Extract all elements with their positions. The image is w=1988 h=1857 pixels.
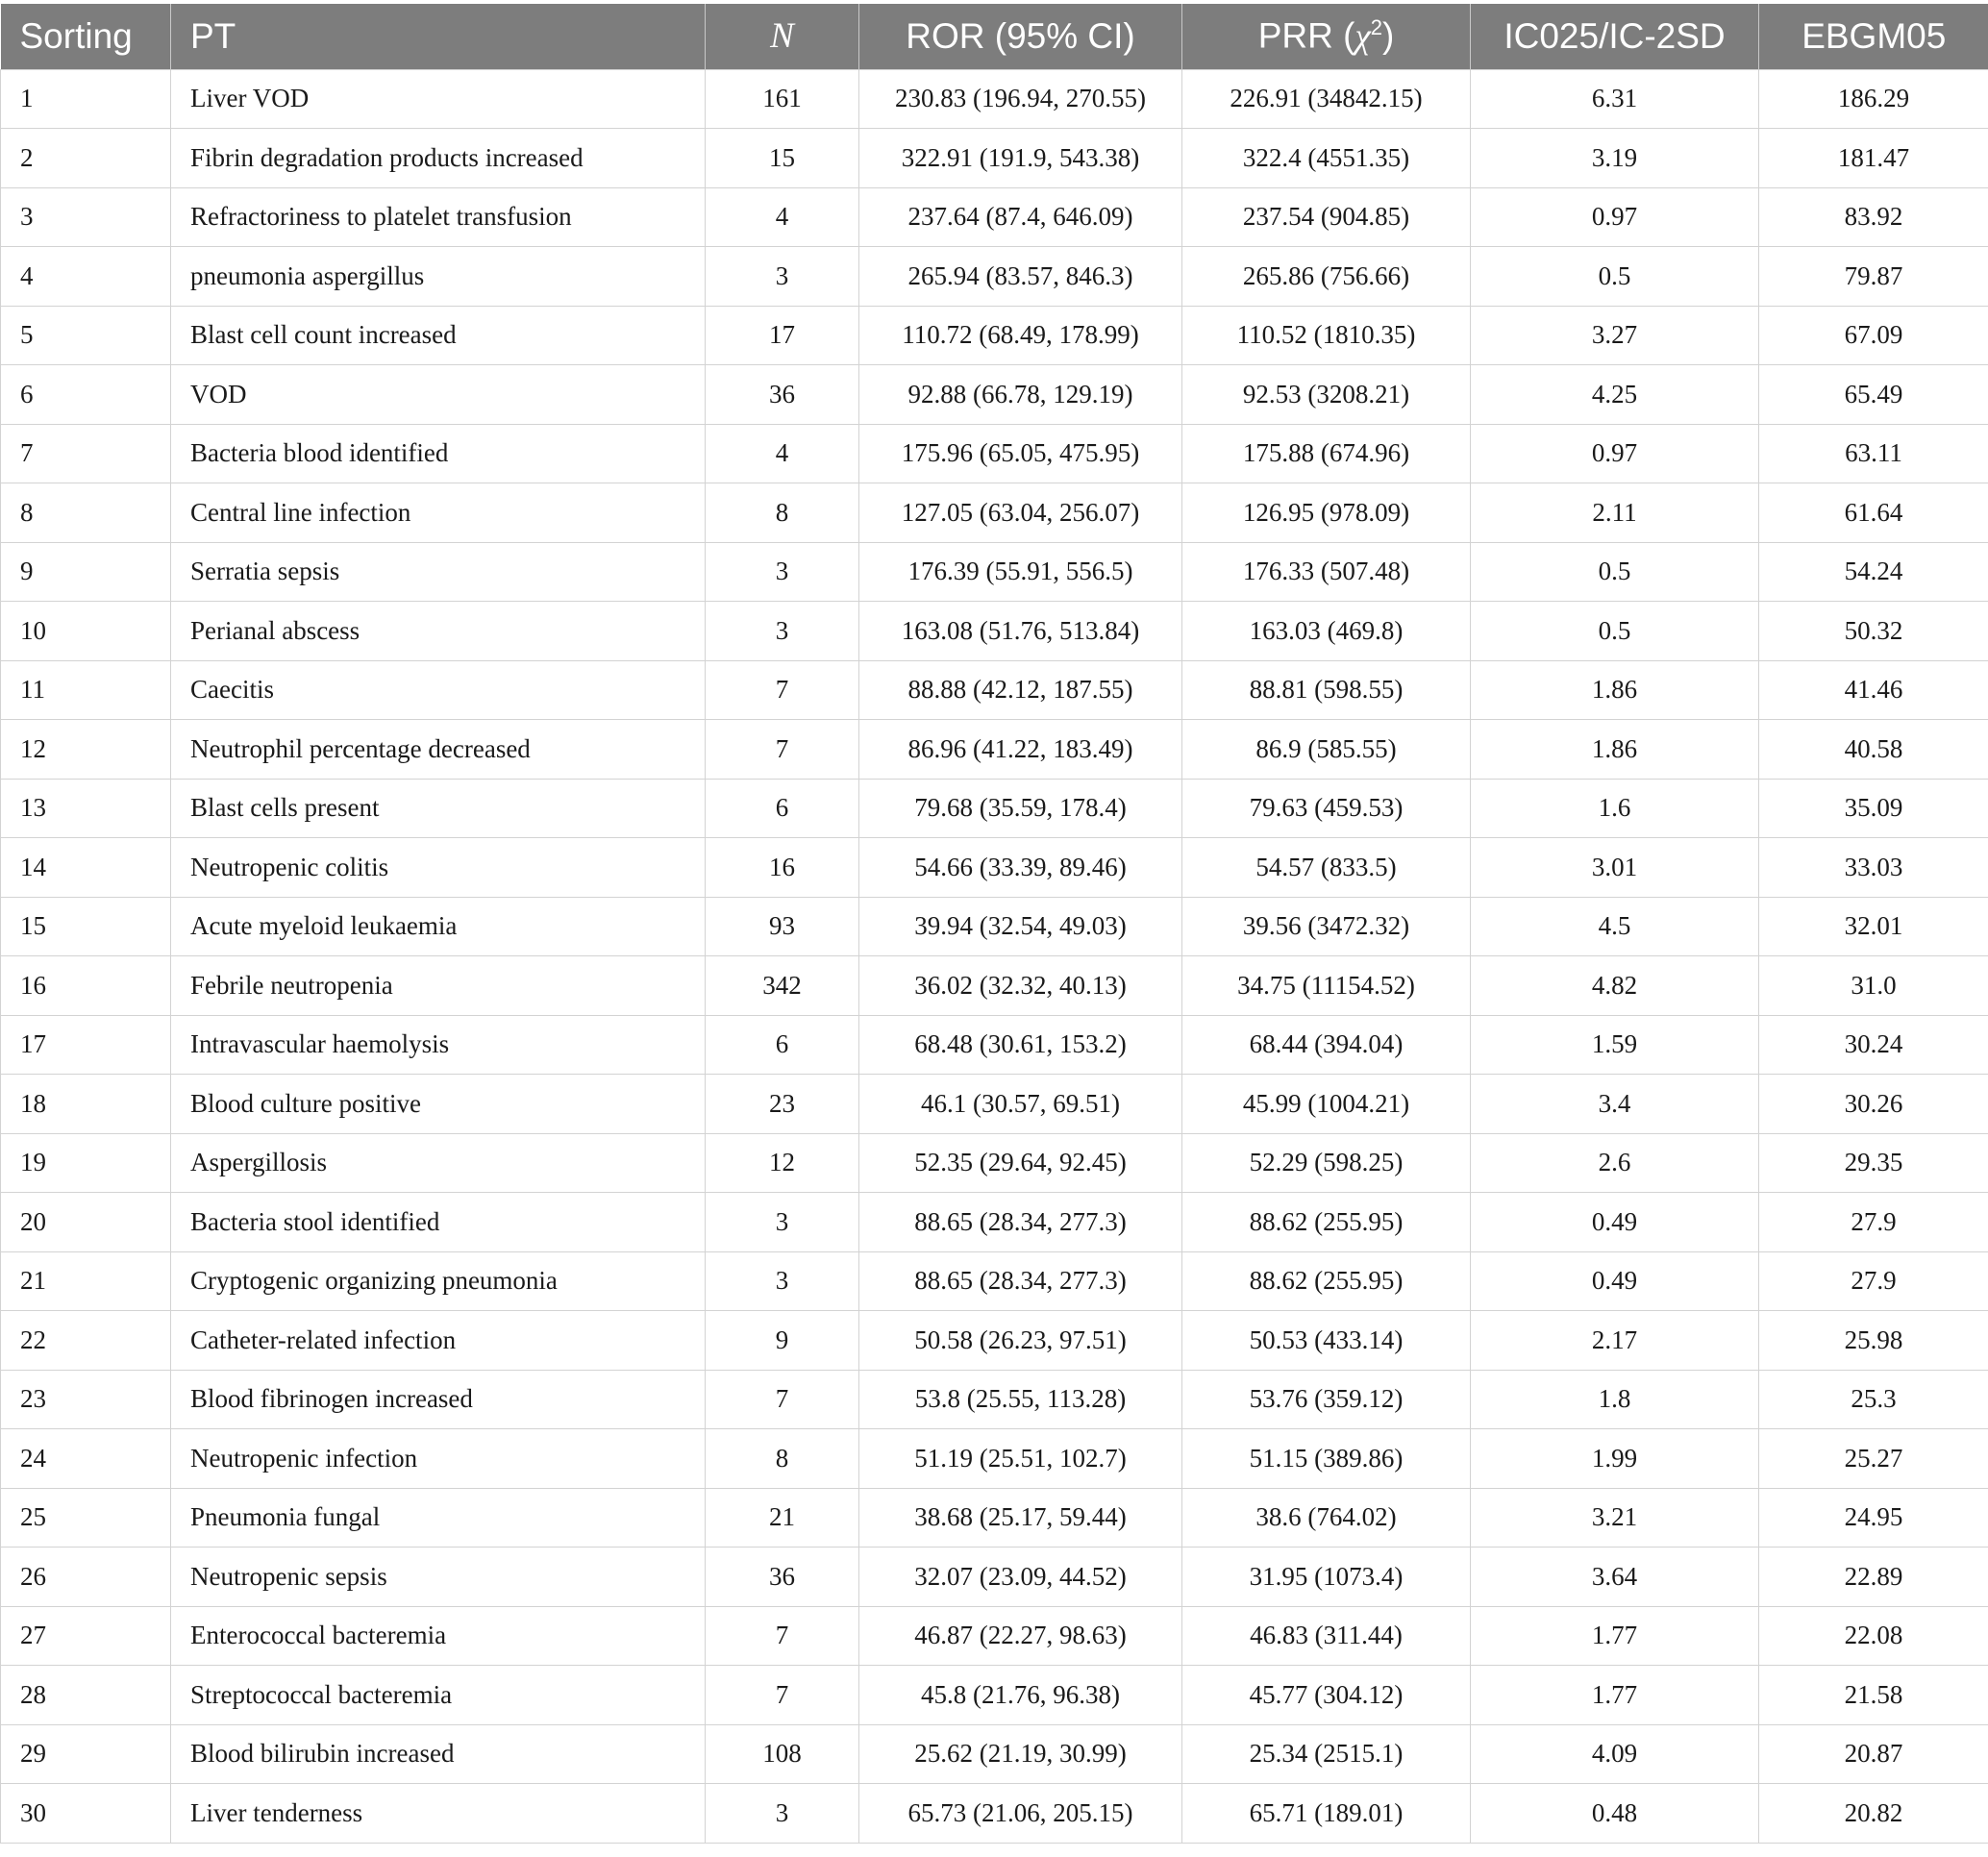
cell-ebgm: 41.46	[1759, 660, 1988, 720]
cell-ebgm: 61.64	[1759, 483, 1988, 543]
cell-n: 161	[706, 69, 859, 129]
table-row	[1, 1015, 1988, 1075]
table-row	[1, 897, 1988, 956]
cell-ror: 50.58 (26.23, 97.51)	[859, 1311, 1182, 1371]
cell-ror: 175.96 (65.05, 475.95)	[859, 424, 1182, 483]
table-row	[1, 1133, 1988, 1193]
cell-prr: 88.62 (255.95)	[1182, 1251, 1471, 1311]
cell-n: 8	[706, 1429, 859, 1489]
cell-ebgm: 83.92	[1759, 187, 1988, 247]
table-row	[1, 720, 1988, 780]
cell-ebgm: 181.47	[1759, 129, 1988, 188]
cell-prr: 31.95 (1073.4)	[1182, 1548, 1471, 1607]
table-row	[1, 1784, 1988, 1844]
header-prr	[1182, 4, 1471, 69]
cell-prr: 88.81 (598.55)	[1182, 660, 1471, 720]
header-n	[706, 4, 859, 69]
table-row	[1, 1193, 1988, 1252]
table-row	[1, 1666, 1988, 1725]
cell-n: 6	[706, 779, 859, 838]
header-n-label: N	[770, 16, 794, 57]
cell-pt: Pneumonia fungal	[171, 1488, 706, 1548]
table-row	[1, 779, 1988, 838]
cell-ror: 38.68 (25.17, 59.44)	[859, 1488, 1182, 1548]
cell-prr: 126.95 (978.09)	[1182, 483, 1471, 543]
cell-prr: 226.91 (34842.15)	[1182, 69, 1471, 129]
cell-pt: Blood bilirubin increased	[171, 1724, 706, 1784]
cell-pt: Aspergillosis	[171, 1133, 706, 1193]
cell-ic: 0.5	[1471, 247, 1759, 307]
cell-prr: 45.99 (1004.21)	[1182, 1075, 1471, 1134]
cell-pt: Neutropenic colitis	[171, 838, 706, 898]
cell-ic: 0.48	[1471, 1784, 1759, 1844]
cell-prr: 46.83 (311.44)	[1182, 1606, 1471, 1666]
cell-ebgm: 21.58	[1759, 1666, 1988, 1725]
cell-n: 3	[706, 542, 859, 602]
cell-sorting: 27	[1, 1606, 171, 1666]
header-pt: PT	[171, 4, 706, 69]
cell-sorting: 11	[1, 660, 171, 720]
table-row	[1, 247, 1988, 307]
cell-pt: Catheter-related infection	[171, 1311, 706, 1371]
cell-sorting: 13	[1, 779, 171, 838]
cell-prr: 88.62 (255.95)	[1182, 1193, 1471, 1252]
cell-ror: 230.83 (196.94, 270.55)	[859, 69, 1182, 129]
cell-n: 3	[706, 1251, 859, 1311]
cell-ebgm: 25.3	[1759, 1370, 1988, 1429]
cell-ebgm: 24.95	[1759, 1488, 1988, 1548]
table-row	[1, 187, 1988, 247]
cell-ror: 32.07 (23.09, 44.52)	[859, 1548, 1182, 1607]
cell-ror: 65.73 (21.06, 205.15)	[859, 1784, 1182, 1844]
header-prr-sup: 2	[1370, 15, 1382, 40]
cell-pt: Liver VOD	[171, 69, 706, 129]
cell-sorting: 3	[1, 187, 171, 247]
cell-n: 16	[706, 838, 859, 898]
cell-ebgm: 32.01	[1759, 897, 1988, 956]
table-row	[1, 956, 1988, 1016]
header-ror: ROR (95% CI)	[859, 4, 1182, 69]
cell-prr: 34.75 (11154.52)	[1182, 956, 1471, 1016]
table-body	[1, 69, 1988, 1843]
cell-sorting: 26	[1, 1548, 171, 1607]
table-row	[1, 69, 1988, 129]
table-row	[1, 1548, 1988, 1607]
cell-pt: Intravascular haemolysis	[171, 1015, 706, 1075]
cell-ebgm: 40.58	[1759, 720, 1988, 780]
cell-n: 7	[706, 1606, 859, 1666]
table-row	[1, 1429, 1988, 1489]
cell-ebgm: 79.87	[1759, 247, 1988, 307]
cell-ic: 2.6	[1471, 1133, 1759, 1193]
cell-prr: 92.53 (3208.21)	[1182, 365, 1471, 425]
data-table	[0, 4, 1988, 1844]
cell-ror: 110.72 (68.49, 178.99)	[859, 306, 1182, 365]
cell-ic: 0.49	[1471, 1193, 1759, 1252]
table-row	[1, 483, 1988, 543]
cell-sorting: 9	[1, 542, 171, 602]
cell-ic: 1.99	[1471, 1429, 1759, 1489]
cell-prr: 54.57 (833.5)	[1182, 838, 1471, 898]
cell-prr: 79.63 (459.53)	[1182, 779, 1471, 838]
cell-sorting: 4	[1, 247, 171, 307]
cell-n: 9	[706, 1311, 859, 1371]
cell-n: 4	[706, 187, 859, 247]
cell-pt: Neutrophil percentage decreased	[171, 720, 706, 780]
cell-ebgm: 30.24	[1759, 1015, 1988, 1075]
table-row	[1, 660, 1988, 720]
cell-ebgm: 25.98	[1759, 1311, 1988, 1371]
cell-ebgm: 20.82	[1759, 1784, 1988, 1844]
cell-ebgm: 29.35	[1759, 1133, 1988, 1193]
header-row	[1, 4, 1988, 69]
cell-n: 7	[706, 1370, 859, 1429]
cell-ic: 2.17	[1471, 1311, 1759, 1371]
table-row	[1, 838, 1988, 898]
cell-pt: Central line infection	[171, 483, 706, 543]
cell-ebgm: 65.49	[1759, 365, 1988, 425]
cell-n: 93	[706, 897, 859, 956]
cell-pt: Blast cell count increased	[171, 306, 706, 365]
cell-n: 7	[706, 660, 859, 720]
cell-sorting: 14	[1, 838, 171, 898]
cell-ror: 46.87 (22.27, 98.63)	[859, 1606, 1182, 1666]
cell-ic: 1.77	[1471, 1666, 1759, 1725]
cell-ror: 265.94 (83.57, 846.3)	[859, 247, 1182, 307]
cell-prr: 51.15 (389.86)	[1182, 1429, 1471, 1489]
cell-n: 21	[706, 1488, 859, 1548]
cell-prr: 237.54 (904.85)	[1182, 187, 1471, 247]
cell-pt: Bacteria blood identified	[171, 424, 706, 483]
cell-ror: 322.91 (191.9, 543.38)	[859, 129, 1182, 188]
cell-prr: 50.53 (433.14)	[1182, 1311, 1471, 1371]
cell-pt: Febrile neutropenia	[171, 956, 706, 1016]
cell-n: 3	[706, 1784, 859, 1844]
cell-sorting: 21	[1, 1251, 171, 1311]
cell-ror: 79.68 (35.59, 178.4)	[859, 779, 1182, 838]
cell-ebgm: 67.09	[1759, 306, 1988, 365]
cell-ic: 0.5	[1471, 542, 1759, 602]
cell-ror: 36.02 (32.32, 40.13)	[859, 956, 1182, 1016]
cell-ic: 4.5	[1471, 897, 1759, 956]
cell-sorting: 29	[1, 1724, 171, 1784]
cell-sorting: 22	[1, 1311, 171, 1371]
cell-n: 108	[706, 1724, 859, 1784]
cell-pt: Enterococcal bacteremia	[171, 1606, 706, 1666]
cell-ic: 0.5	[1471, 602, 1759, 661]
cell-pt: Bacteria stool identified	[171, 1193, 706, 1252]
table-row	[1, 1606, 1988, 1666]
cell-pt: Blood culture positive	[171, 1075, 706, 1134]
cell-ic: 3.27	[1471, 306, 1759, 365]
cell-n: 3	[706, 247, 859, 307]
cell-prr: 175.88 (674.96)	[1182, 424, 1471, 483]
cell-ebgm: 63.11	[1759, 424, 1988, 483]
cell-sorting: 30	[1, 1784, 171, 1844]
table-row	[1, 1724, 1988, 1784]
cell-sorting: 17	[1, 1015, 171, 1075]
cell-pt: Fibrin degradation products increased	[171, 129, 706, 188]
cell-prr: 52.29 (598.25)	[1182, 1133, 1471, 1193]
cell-ror: 88.65 (28.34, 277.3)	[859, 1251, 1182, 1311]
cell-sorting: 16	[1, 956, 171, 1016]
cell-prr: 38.6 (764.02)	[1182, 1488, 1471, 1548]
cell-prr: 322.4 (4551.35)	[1182, 129, 1471, 188]
cell-sorting: 1	[1, 69, 171, 129]
cell-prr: 68.44 (394.04)	[1182, 1015, 1471, 1075]
cell-sorting: 23	[1, 1370, 171, 1429]
cell-ebgm: 27.9	[1759, 1193, 1988, 1252]
cell-sorting: 24	[1, 1429, 171, 1489]
cell-sorting: 25	[1, 1488, 171, 1548]
cell-ror: 25.62 (21.19, 30.99)	[859, 1724, 1182, 1784]
cell-ic: 3.21	[1471, 1488, 1759, 1548]
cell-pt: Cryptogenic organizing pneumonia	[171, 1251, 706, 1311]
cell-pt: Blast cells present	[171, 779, 706, 838]
cell-ic: 1.8	[1471, 1370, 1759, 1429]
table-row	[1, 602, 1988, 661]
cell-pt: Acute myeloid leukaemia	[171, 897, 706, 956]
cell-prr: 265.86 (756.66)	[1182, 247, 1471, 307]
cell-n: 342	[706, 956, 859, 1016]
cell-ebgm: 31.0	[1759, 956, 1988, 1016]
cell-ic: 4.82	[1471, 956, 1759, 1016]
table-row	[1, 1370, 1988, 1429]
header-prr-suffix: )	[1381, 15, 1395, 56]
table-row	[1, 365, 1988, 425]
cell-pt: Refractoriness to platelet transfusion	[171, 187, 706, 247]
cell-pt: Neutropenic infection	[171, 1429, 706, 1489]
cell-ror: 88.88 (42.12, 187.55)	[859, 660, 1182, 720]
table-row	[1, 306, 1988, 365]
cell-ebgm: 20.87	[1759, 1724, 1988, 1784]
cell-pt: Caecitis	[171, 660, 706, 720]
cell-n: 7	[706, 720, 859, 780]
cell-ebgm: 186.29	[1759, 69, 1988, 129]
cell-pt: Blood fibrinogen increased	[171, 1370, 706, 1429]
cell-sorting: 18	[1, 1075, 171, 1134]
cell-sorting: 6	[1, 365, 171, 425]
header-ic: IC025/IC-2SD	[1471, 4, 1759, 69]
cell-ror: 68.48 (30.61, 153.2)	[859, 1015, 1182, 1075]
cell-prr: 53.76 (359.12)	[1182, 1370, 1471, 1429]
cell-ror: 237.64 (87.4, 646.09)	[859, 187, 1182, 247]
cell-pt: pneumonia aspergillus	[171, 247, 706, 307]
cell-ic: 3.01	[1471, 838, 1759, 898]
cell-pt: VOD	[171, 365, 706, 425]
cell-prr: 163.03 (469.8)	[1182, 602, 1471, 661]
cell-sorting: 2	[1, 129, 171, 188]
header-sorting: Sorting	[19, 15, 133, 56]
cell-ror: 45.8 (21.76, 96.38)	[859, 1666, 1182, 1725]
cell-ror: 54.66 (33.39, 89.46)	[859, 838, 1182, 898]
cell-ebgm: 25.27	[1759, 1429, 1988, 1489]
cell-ror: 46.1 (30.57, 69.51)	[859, 1075, 1182, 1134]
cell-ic: 3.64	[1471, 1548, 1759, 1607]
cell-ebgm: 30.26	[1759, 1075, 1988, 1134]
cell-ic: 0.97	[1471, 187, 1759, 247]
cell-prr: 86.9 (585.55)	[1182, 720, 1471, 780]
table-row	[1, 1251, 1988, 1311]
table-row	[1, 129, 1988, 188]
cell-n: 8	[706, 483, 859, 543]
cell-prr: 45.77 (304.12)	[1182, 1666, 1471, 1725]
cell-sorting: 20	[1, 1193, 171, 1252]
table-row	[1, 542, 1988, 602]
cell-ebgm: 54.24	[1759, 542, 1988, 602]
header-prr-prefix: PRR (	[1257, 15, 1355, 56]
cell-sorting: 15	[1, 897, 171, 956]
table-wrapper	[0, 4, 1988, 1844]
cell-ror: 39.94 (32.54, 49.03)	[859, 897, 1182, 956]
cell-ebgm: 22.89	[1759, 1548, 1988, 1607]
cell-n: 12	[706, 1133, 859, 1193]
table-row	[1, 1075, 1988, 1134]
cell-ror: 51.19 (25.51, 102.7)	[859, 1429, 1182, 1489]
cell-ebgm: 22.08	[1759, 1606, 1988, 1666]
cell-prr: 110.52 (1810.35)	[1182, 306, 1471, 365]
cell-sorting: 7	[1, 424, 171, 483]
cell-prr: 65.71 (189.01)	[1182, 1784, 1471, 1844]
cell-prr: 176.33 (507.48)	[1182, 542, 1471, 602]
cell-sorting: 8	[1, 483, 171, 543]
cell-sorting: 28	[1, 1666, 171, 1725]
cell-ror: 176.39 (55.91, 556.5)	[859, 542, 1182, 602]
cell-n: 3	[706, 602, 859, 661]
cell-ebgm: 50.32	[1759, 602, 1988, 661]
cell-ror: 163.08 (51.76, 513.84)	[859, 602, 1182, 661]
cell-ror: 92.88 (66.78, 129.19)	[859, 365, 1182, 425]
cell-ror: 53.8 (25.55, 113.28)	[859, 1370, 1182, 1429]
cell-pt: Neutropenic sepsis	[171, 1548, 706, 1607]
cell-n: 17	[706, 306, 859, 365]
cell-n: 7	[706, 1666, 859, 1725]
cell-ic: 2.11	[1471, 483, 1759, 543]
cell-n: 6	[706, 1015, 859, 1075]
cell-ebgm: 35.09	[1759, 779, 1988, 838]
cell-ror: 52.35 (29.64, 92.45)	[859, 1133, 1182, 1193]
cell-ic: 1.86	[1471, 660, 1759, 720]
cell-n: 36	[706, 1548, 859, 1607]
cell-ic: 0.49	[1471, 1251, 1759, 1311]
cell-ror: 127.05 (63.04, 256.07)	[859, 483, 1182, 543]
cell-ebgm: 33.03	[1759, 838, 1988, 898]
cell-pt: Serratia sepsis	[171, 542, 706, 602]
cell-pt: Liver tenderness	[171, 1784, 706, 1844]
cell-prr: 39.56 (3472.32)	[1182, 897, 1471, 956]
table-row	[1, 1488, 1988, 1548]
cell-ic: 3.19	[1471, 129, 1759, 188]
cell-ic: 6.31	[1471, 69, 1759, 129]
cell-sorting: 10	[1, 602, 171, 661]
header-ebgm: EBGM05	[1759, 4, 1988, 69]
cell-ic: 0.97	[1471, 424, 1759, 483]
cell-sorting: 19	[1, 1133, 171, 1193]
cell-n: 4	[706, 424, 859, 483]
cell-pt: Streptococcal bacteremia	[171, 1666, 706, 1725]
cell-ror: 86.96 (41.22, 183.49)	[859, 720, 1182, 780]
cell-ic: 1.59	[1471, 1015, 1759, 1075]
cell-n: 36	[706, 365, 859, 425]
table-row	[1, 1311, 1988, 1371]
cell-ic: 3.4	[1471, 1075, 1759, 1134]
cell-prr: 25.34 (2515.1)	[1182, 1724, 1471, 1784]
cell-n: 15	[706, 129, 859, 188]
header-prr-chi: χ	[1354, 16, 1371, 57]
cell-sorting: 12	[1, 720, 171, 780]
cell-pt: Perianal abscess	[171, 602, 706, 661]
cell-sorting: 5	[1, 306, 171, 365]
cell-ic: 4.09	[1471, 1724, 1759, 1784]
cell-n: 3	[706, 1193, 859, 1252]
cell-ic: 1.6	[1471, 779, 1759, 838]
cell-ic: 1.77	[1471, 1606, 1759, 1666]
cell-n: 23	[706, 1075, 859, 1134]
cell-ror: 88.65 (28.34, 277.3)	[859, 1193, 1182, 1252]
cell-ebgm: 27.9	[1759, 1251, 1988, 1311]
cell-ic: 1.86	[1471, 720, 1759, 780]
table-row	[1, 424, 1988, 483]
cell-ic: 4.25	[1471, 365, 1759, 425]
